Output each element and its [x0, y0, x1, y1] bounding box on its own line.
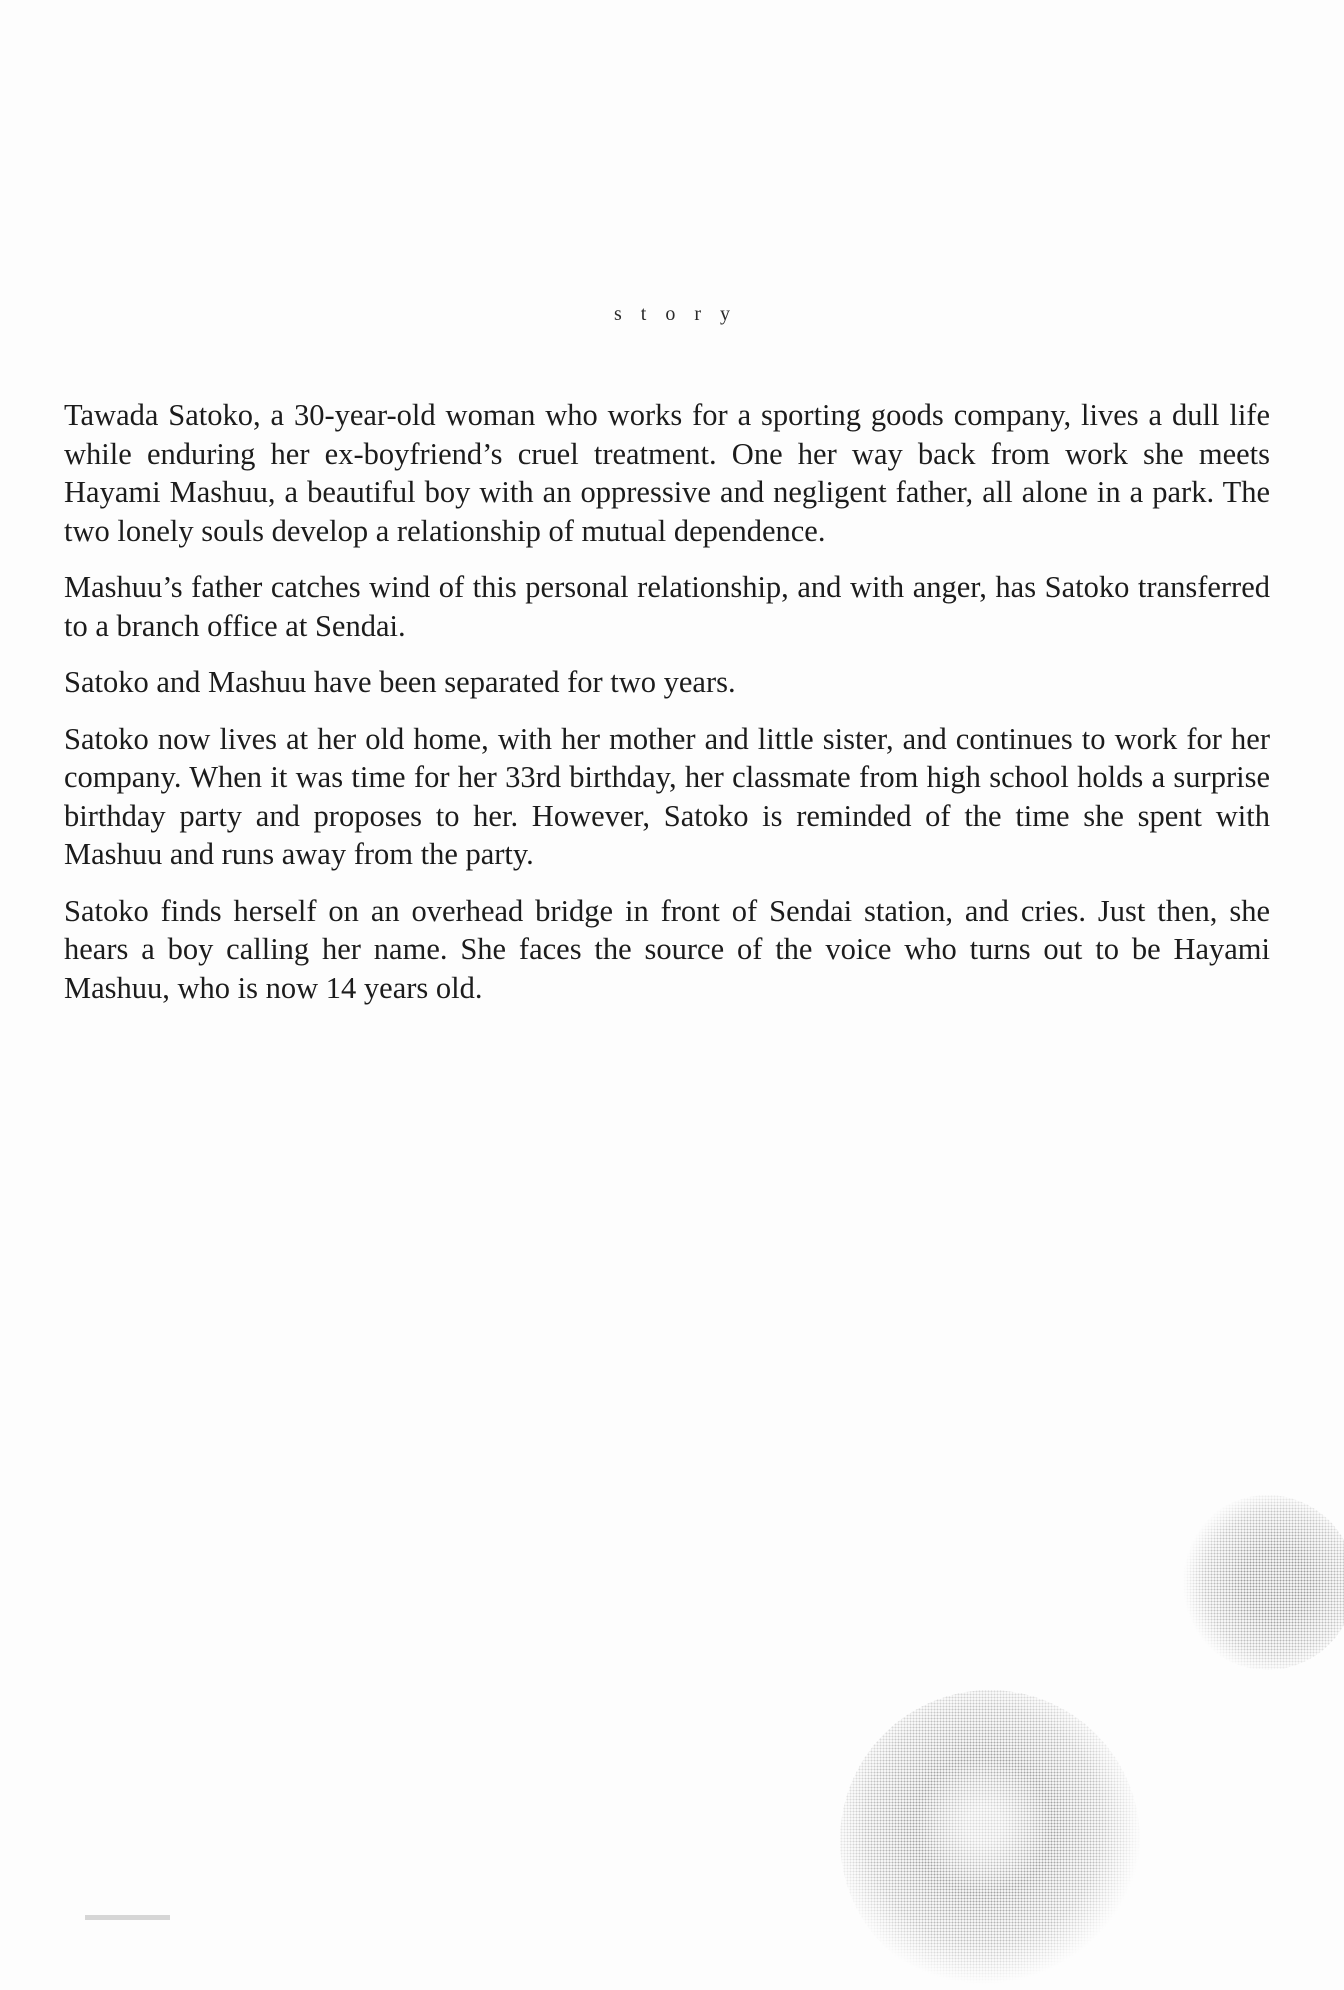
section-heading: story [614, 303, 749, 325]
story-text [64, 396, 1270, 1025]
page-edge-mark [85, 1915, 170, 1920]
bokeh-circle-decoration [840, 1690, 1140, 1990]
story-paragraph: Mashuu’s father catches wind of this personal relationship, and with anger, has Satoko transferred to a branch office at Sendai. [64, 570, 1270, 643]
story-paragraph: Tawada Satoko, a 30-year-old woman who works for a sporting goods company, lives a dull life while enduring her ex-boyfriend’s cruel treatment. One her way back from work she meets Hayami Mashuu, a beautiful boy with an oppressive and negligent father, all alone in a park. The two lonely souls develop a relationship of mutual dependence. [64, 398, 1270, 548]
bokeh-circle-decoration [1180, 1495, 1344, 1670]
story-paragraph: Satoko and Mashuu have been separated for two years. [64, 665, 736, 699]
story-paragraph: Satoko finds herself on an overhead bridge in front of Sendai station, and cries. Just then, she hears a boy calling her name. She faces the source of the voice who turns out to be Hayami Mashuu, who is now 14 years old. [64, 893, 1270, 1005]
story-paragraph: Satoko now lives at her old home, with her mother and little sister, and continues to work for her company. When it was time for her 33rd birthday, her classmate from high school holds a surprise birthday party and proposes to her. However, Satoko is reminded of the time she spent with Mashuu and runs away from the party. [64, 721, 1270, 871]
